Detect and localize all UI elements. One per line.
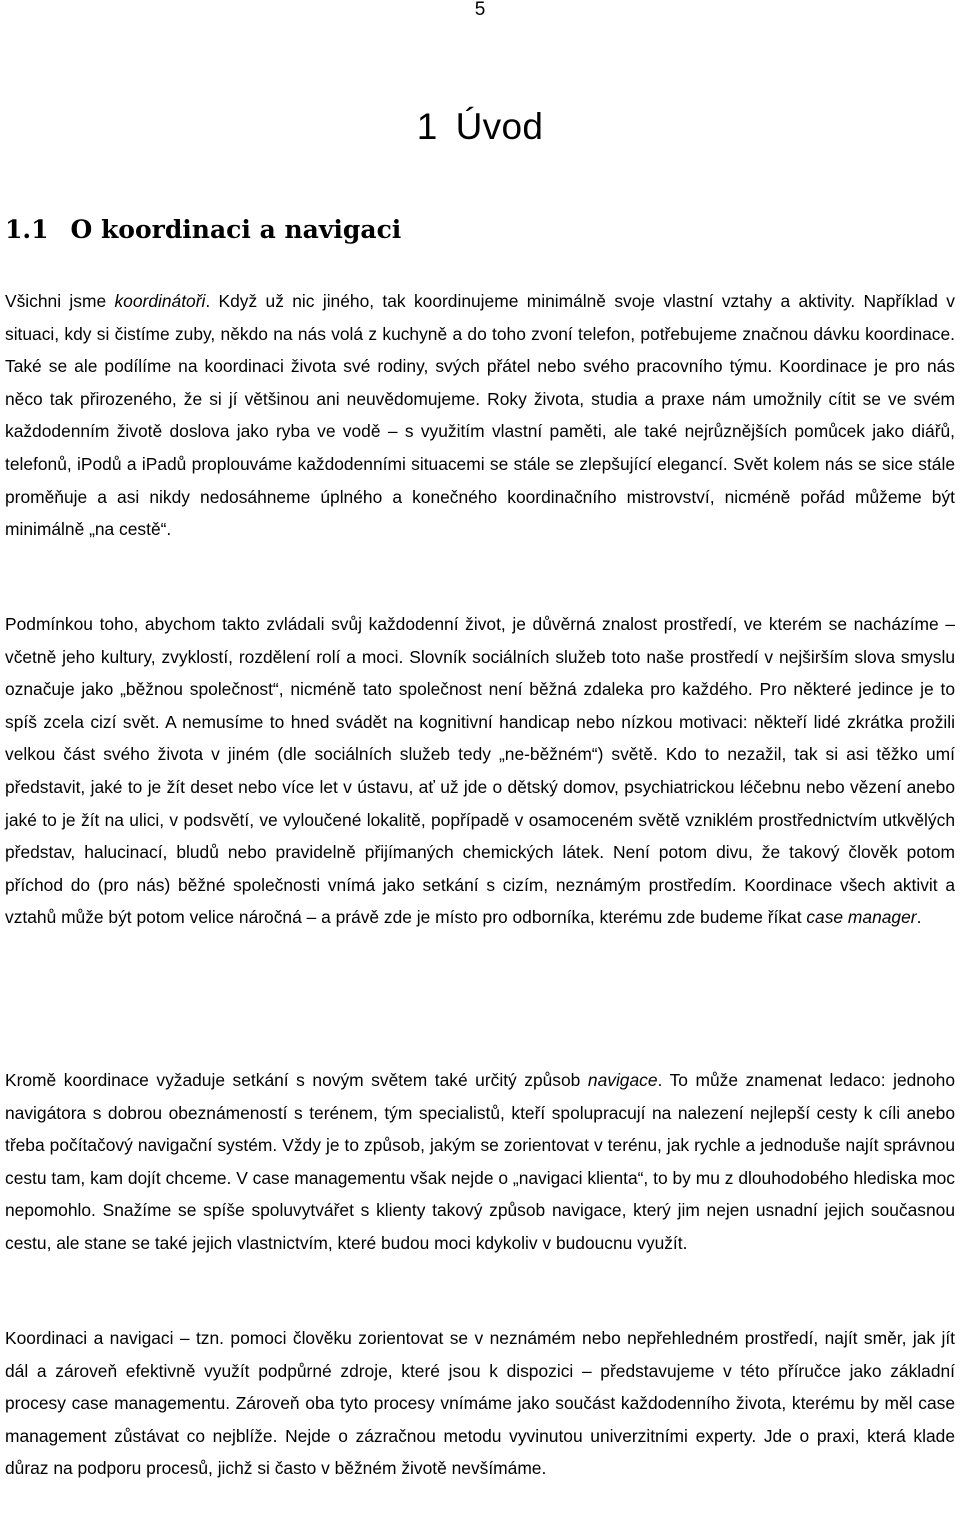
paragraph-text: Koordinaci a navigaci – tzn. pomoci člověku zorientovat se v neznámém nebo nepřehledném prostředí, najít směr, jak jít dál a zároveň efektivně využít podpůrné zdroje, které jsou k dispozici – představujeme v této příručce jako základní procesy case managementu. Zároveň oba tyto procesy vnímáme jako součást každodenního života, kterému by měl case management zůstávat co nejblíže. Nejde o zázračnou metodu vyvinutou univerzitními experty. Jde o praxi, která klade důraz na podporu procesů, jichž si často v běžném životě nevšímáme.: [5, 1328, 955, 1479]
section-title: O koordinaci a navigaci: [70, 215, 402, 244]
paragraph-text: Podmínkou toho, abychom takto zvládali svůj každodenní život, je důvěrná znalost prostředí, ve kterém se nacházíme – včetně jeho kultury, zvyklostí, rozdělení rolí a moci. Slovník sociálních služeb toto naše prostředí v nejširším slova smyslu označuje jako „běžnou společnost“, nicméně tato společnost není běžná zdaleka pro každého. Pro některé jedince je to spíš zcela cizí svět. A nemusíme to hned svádět na kognitivní handicap nebo nízkou motivaci: někteří lidé zkrátka prožili velkou část svého života v jiném (dle sociálních služeb tedy „ne-běžném“) světě. Kdo to nezažil, tak si asi těžko umí představit, jaké to je žít deset nebo více let v ústavu, ať už jde o dětský domov, psychiatrickou léčebnu nebo vězení anebo jaké to je žít na ulici, v podsvětí, ve vyloučené lokalitě, popřípadě v osamoceném světě vzniklém prostřednictvím utkvělých představ, halucinací, bludů nebo pravidelně přijímaných chemických látek. Není potom divu, že takový člověk potom příchod do (pro nás) běžné společnosti vnímá jako setkání s cizím, neznámým prostředím. Koordinace všech aktivit a vztahů může být potom velice náročná – a právě zde je místo pro odborníka, kterému zde budeme říkat: [5, 614, 955, 928]
paragraph-emphasis: case manager: [806, 907, 917, 928]
paragraph-text: .: [916, 907, 922, 928]
paragraph-text: Kromě koordinace vyžaduje setkání s novým světem také určitý způsob: [5, 1070, 588, 1090]
paragraph-emphasis: koordinátoři: [114, 291, 206, 311]
paragraph-text: . To může znamenat ledaco: jednoho navigátora s dobrou obeznámeností s terénem, tým specialistů, kteří spolupracují na nalezení nejlepší cesty k cíli anebo třeba počítačový navigační systém. Vždy je to způsob, jakým se zorientovat v terénu, jak rychle a jednoduše najít správnou cestu tam, kam dojít chceme. V case managementu však nejde o „navigaci klienta“, to by mu z dlouhodobého hlediska moc nepomohlo. Snažíme se spíše spoluvytvářet s klienty takový způsob navigace, který jim nejen usnadní jejich současnou cestu, ale stane se také jejich vlastnictvím, které budou moci kdykoliv v budoucnu využít.: [5, 1070, 955, 1253]
paragraph-text: . Když už nic jiného, tak koordinujeme minimálně svoje vlastní vztahy a aktivity. Například v situaci, kdy si čistíme zuby, někdo na nás volá z kuchyně a do toho zvoní telefon, potřebujeme značnou dávku koordinace. Také se ale podílíme na koordinaci života své rodiny, svých přátel nebo svého pracovního týmu. Koordinace je pro nás něco tak přirozeného, že si jí většinou ani neuvědomujeme. Roky života, studia a praxe nám umožnily cítit se ve svém každodenním životě doslova jako ryba ve vodě – s využitím vlastní paměti, ale také nejrůznějších pomůcek jako diářů, telefonů, iPodů a iPadů proplouváme každodenními situacemi se stále se zlepšující elegancí. Svět kolem nás se sice stále proměňuje a asi nikdy nedosáhneme úplného a konečného koordinačního mistrovství, nicméně pořád můžeme být minimálně „na cestě“.: [5, 291, 955, 540]
page-number: 5: [474, 0, 486, 20]
chapter-number: 1: [416, 106, 438, 147]
paragraph-text: Všichni jsme: [5, 291, 115, 311]
paragraph-environment: [5, 608, 955, 934]
paragraph-emphasis: navigace: [587, 1070, 658, 1090]
chapter-title: Úvod: [455, 106, 544, 147]
paragraph-navigation: [5, 1064, 955, 1260]
chapter-heading: [0, 104, 960, 150]
section-heading: [5, 212, 401, 248]
paragraph-summary: [5, 1322, 955, 1485]
paragraph-coordinators: [5, 285, 955, 546]
section-number: 1.1: [5, 215, 49, 244]
